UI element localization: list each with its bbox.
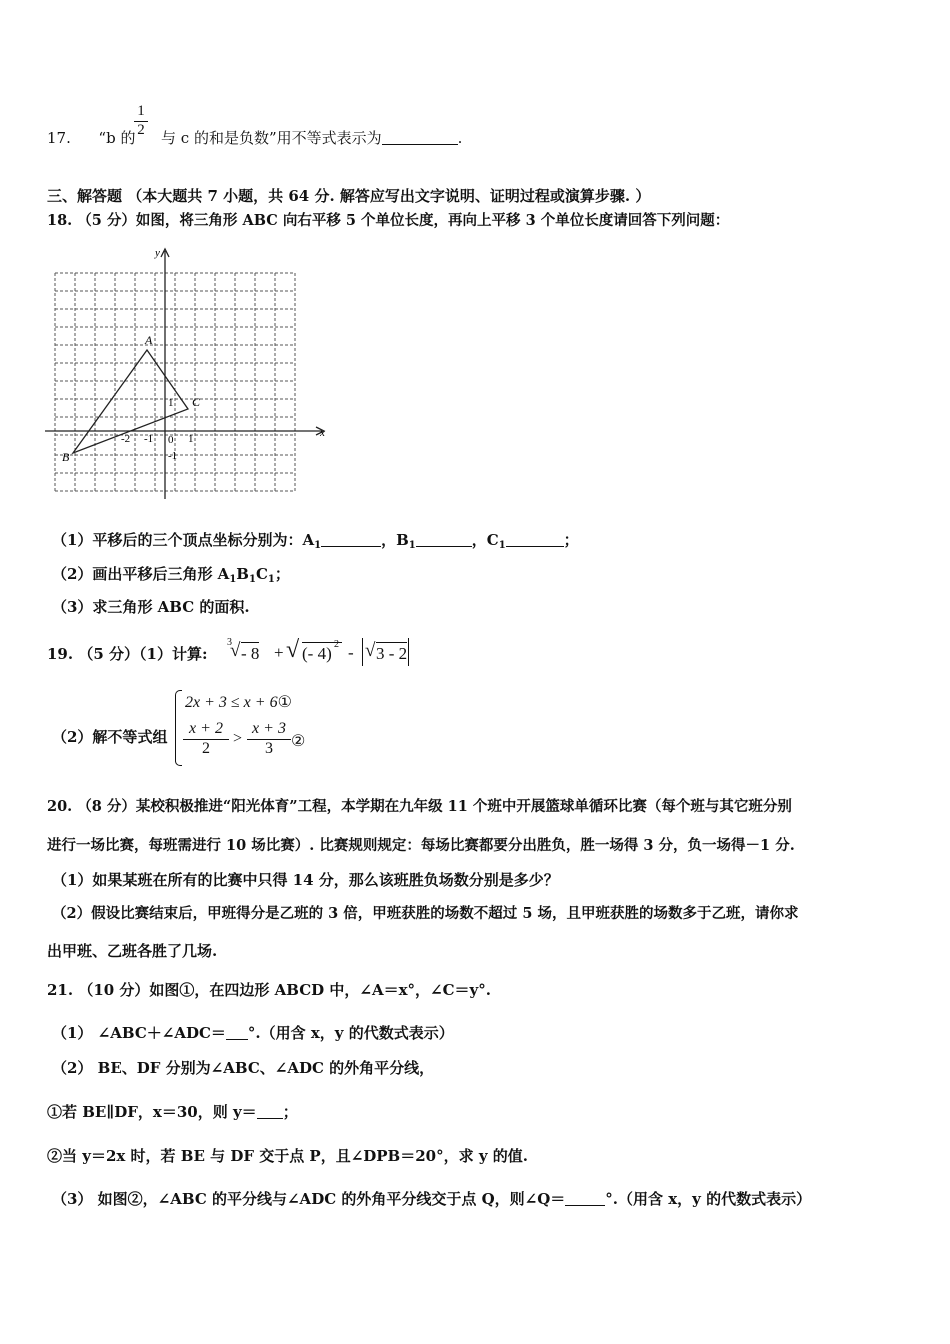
q19-sqrt-sign: √ — [286, 637, 300, 663]
q18-c1-blank[interactable] — [506, 531, 564, 547]
q18-b1-blank[interactable] — [416, 531, 472, 547]
q19-term-a: - 8 — [241, 644, 260, 663]
q18-label-c: C — [192, 395, 201, 409]
q21-line6: （3） 如图②，∠ABC 的平分线与∠ADC 的外角平分线交于点 Q，则∠Q＝ °.（用含 x，y 的代数式表示） — [52, 1190, 812, 1208]
q18-number: 18. — [47, 212, 73, 229]
q18-tick-1y: 1 — [168, 397, 174, 409]
q18-tick-neg2: -2 — [121, 433, 131, 445]
q19-part2-label: （2）解不等式组 — [52, 728, 168, 746]
q18-label-origin: 0 — [168, 434, 174, 446]
q17-frac-num: 1 — [137, 103, 145, 119]
q17-answer-blank[interactable] — [382, 129, 458, 145]
q18-part1: （1）平移后的三个顶点坐标分别为：$A_1$ ，$B_1$ ，$C_1$ ； — [52, 531, 579, 551]
q19-term-b: (- 4) — [302, 642, 342, 664]
q19-term-c: 3 - 2 — [376, 644, 408, 663]
q17-end: . — [457, 129, 463, 147]
section3-heading — [47, 186, 650, 206]
q17-text-before: “b 的 — [98, 129, 136, 147]
q18-part1-prefix: （1）平移后的三个顶点坐标分别为： — [52, 531, 303, 549]
q19-brace — [175, 690, 182, 766]
q21-line5: ②当 y＝2x 时，若 BE 与 DF 交于点 P，且∠DPB＝20°，求 y 的值. — [47, 1147, 528, 1165]
q19-sqrt-sign-2: √ — [365, 640, 376, 661]
q18-part2: （2）画出平移后三角形 $A_1B_1C_1$； — [52, 565, 290, 585]
q20-line4: （2）假设比赛结束后，甲班得分是乙班的 3 倍，甲班获胜的场数不超过 5 场，且甲班获胜的场数多于乙班，请你求 — [52, 905, 799, 922]
q20-line2: 进行一场比赛，每班需进行 10 场比赛）. 比赛规则规定：每场比赛都要分出胜负，胜一场得 3 分，负一场得－1 分. — [47, 837, 795, 854]
q19-inequality-system: 2x + 3 ≤ x + 6① x + 2 2 > x + 3 3 ② — [175, 688, 315, 768]
q18-part3: （3）求三角形 ABC 的面积. — [52, 598, 250, 616]
q18-tick-neg1: -1 — [144, 433, 154, 445]
section3-note: （本大题共 7 小题，共 64 分. 解答应写出文字说明、证明过程或演算步骤. ） — [127, 187, 651, 205]
q21-line4: ①若 BE∥DF，x＝30，则 y＝ ； — [47, 1103, 298, 1121]
q21-part1-blank[interactable] — [226, 1024, 248, 1040]
q21-line3: （2） BE、DF 分别为∠ABC、∠ADC 的外角平分线， — [52, 1059, 435, 1077]
q18-label-y: y — [155, 247, 160, 259]
section3-title: 三、解答题 — [47, 187, 123, 205]
q21-line1: 21. （10 分）如图①，在四边形 ABCD 中，∠A＝x°，∠C＝y°. — [47, 981, 491, 999]
q20-line1: 20. （8 分）某校积极推进“阳光体育”工程，本学期在九年级 11 个班中开展篮球单循环比赛（每个班与其它班分别 — [47, 798, 792, 815]
q20-line3: （1）如果某班在所有的比赛中只得 14 分，那么该班胜负场数分别是多少？ — [52, 871, 559, 889]
q17-text-after: 与 c 的和是负数”用不等式表示为 — [161, 129, 382, 147]
q19-part1-label: 19. （5 分）（1）计算: — [47, 645, 208, 663]
q21-part2-blank[interactable] — [257, 1103, 283, 1119]
q18-a1-blank[interactable] — [321, 531, 381, 547]
q21-part3-blank[interactable] — [565, 1190, 605, 1206]
q18-label-b: B — [62, 450, 70, 464]
q18-stem — [47, 211, 729, 231]
q17-line — [47, 128, 462, 148]
q21-line2: （1） ∠ABC＋∠ADC＝ °.（用含 x，y 的代数式表示） — [52, 1024, 454, 1042]
q18-coordinate-graph — [40, 243, 340, 503]
q17-number: 17. — [47, 129, 71, 147]
q17-frac-den: 2 — [137, 122, 145, 138]
q19-cube-root-sign: √ — [230, 640, 241, 661]
q18-label-x: x — [320, 427, 325, 439]
q18-tick-1x: 1 — [188, 433, 194, 445]
q18-tick-neg1y: -1 — [168, 450, 178, 462]
q20-line5: 出甲班、乙班各胜了几场. — [47, 942, 218, 960]
q19-ineq-1: 2x + 3 ≤ x + 6① — [185, 694, 292, 711]
q19-term-b-power: 2 — [334, 639, 339, 650]
q17-fraction — [134, 103, 148, 140]
q18-label-a: A — [145, 333, 153, 347]
q19-root-index: 3 — [227, 637, 232, 648]
q19-abs-bar-left — [362, 638, 363, 666]
q18-axes — [45, 249, 324, 499]
q19-abs-bar-right — [408, 638, 409, 666]
q18-text: （5 分）如图，将三角形 ABC 向右平移 5 个单位长度，再向上平移 3 个单位长度请回答下列问题： — [77, 212, 730, 229]
